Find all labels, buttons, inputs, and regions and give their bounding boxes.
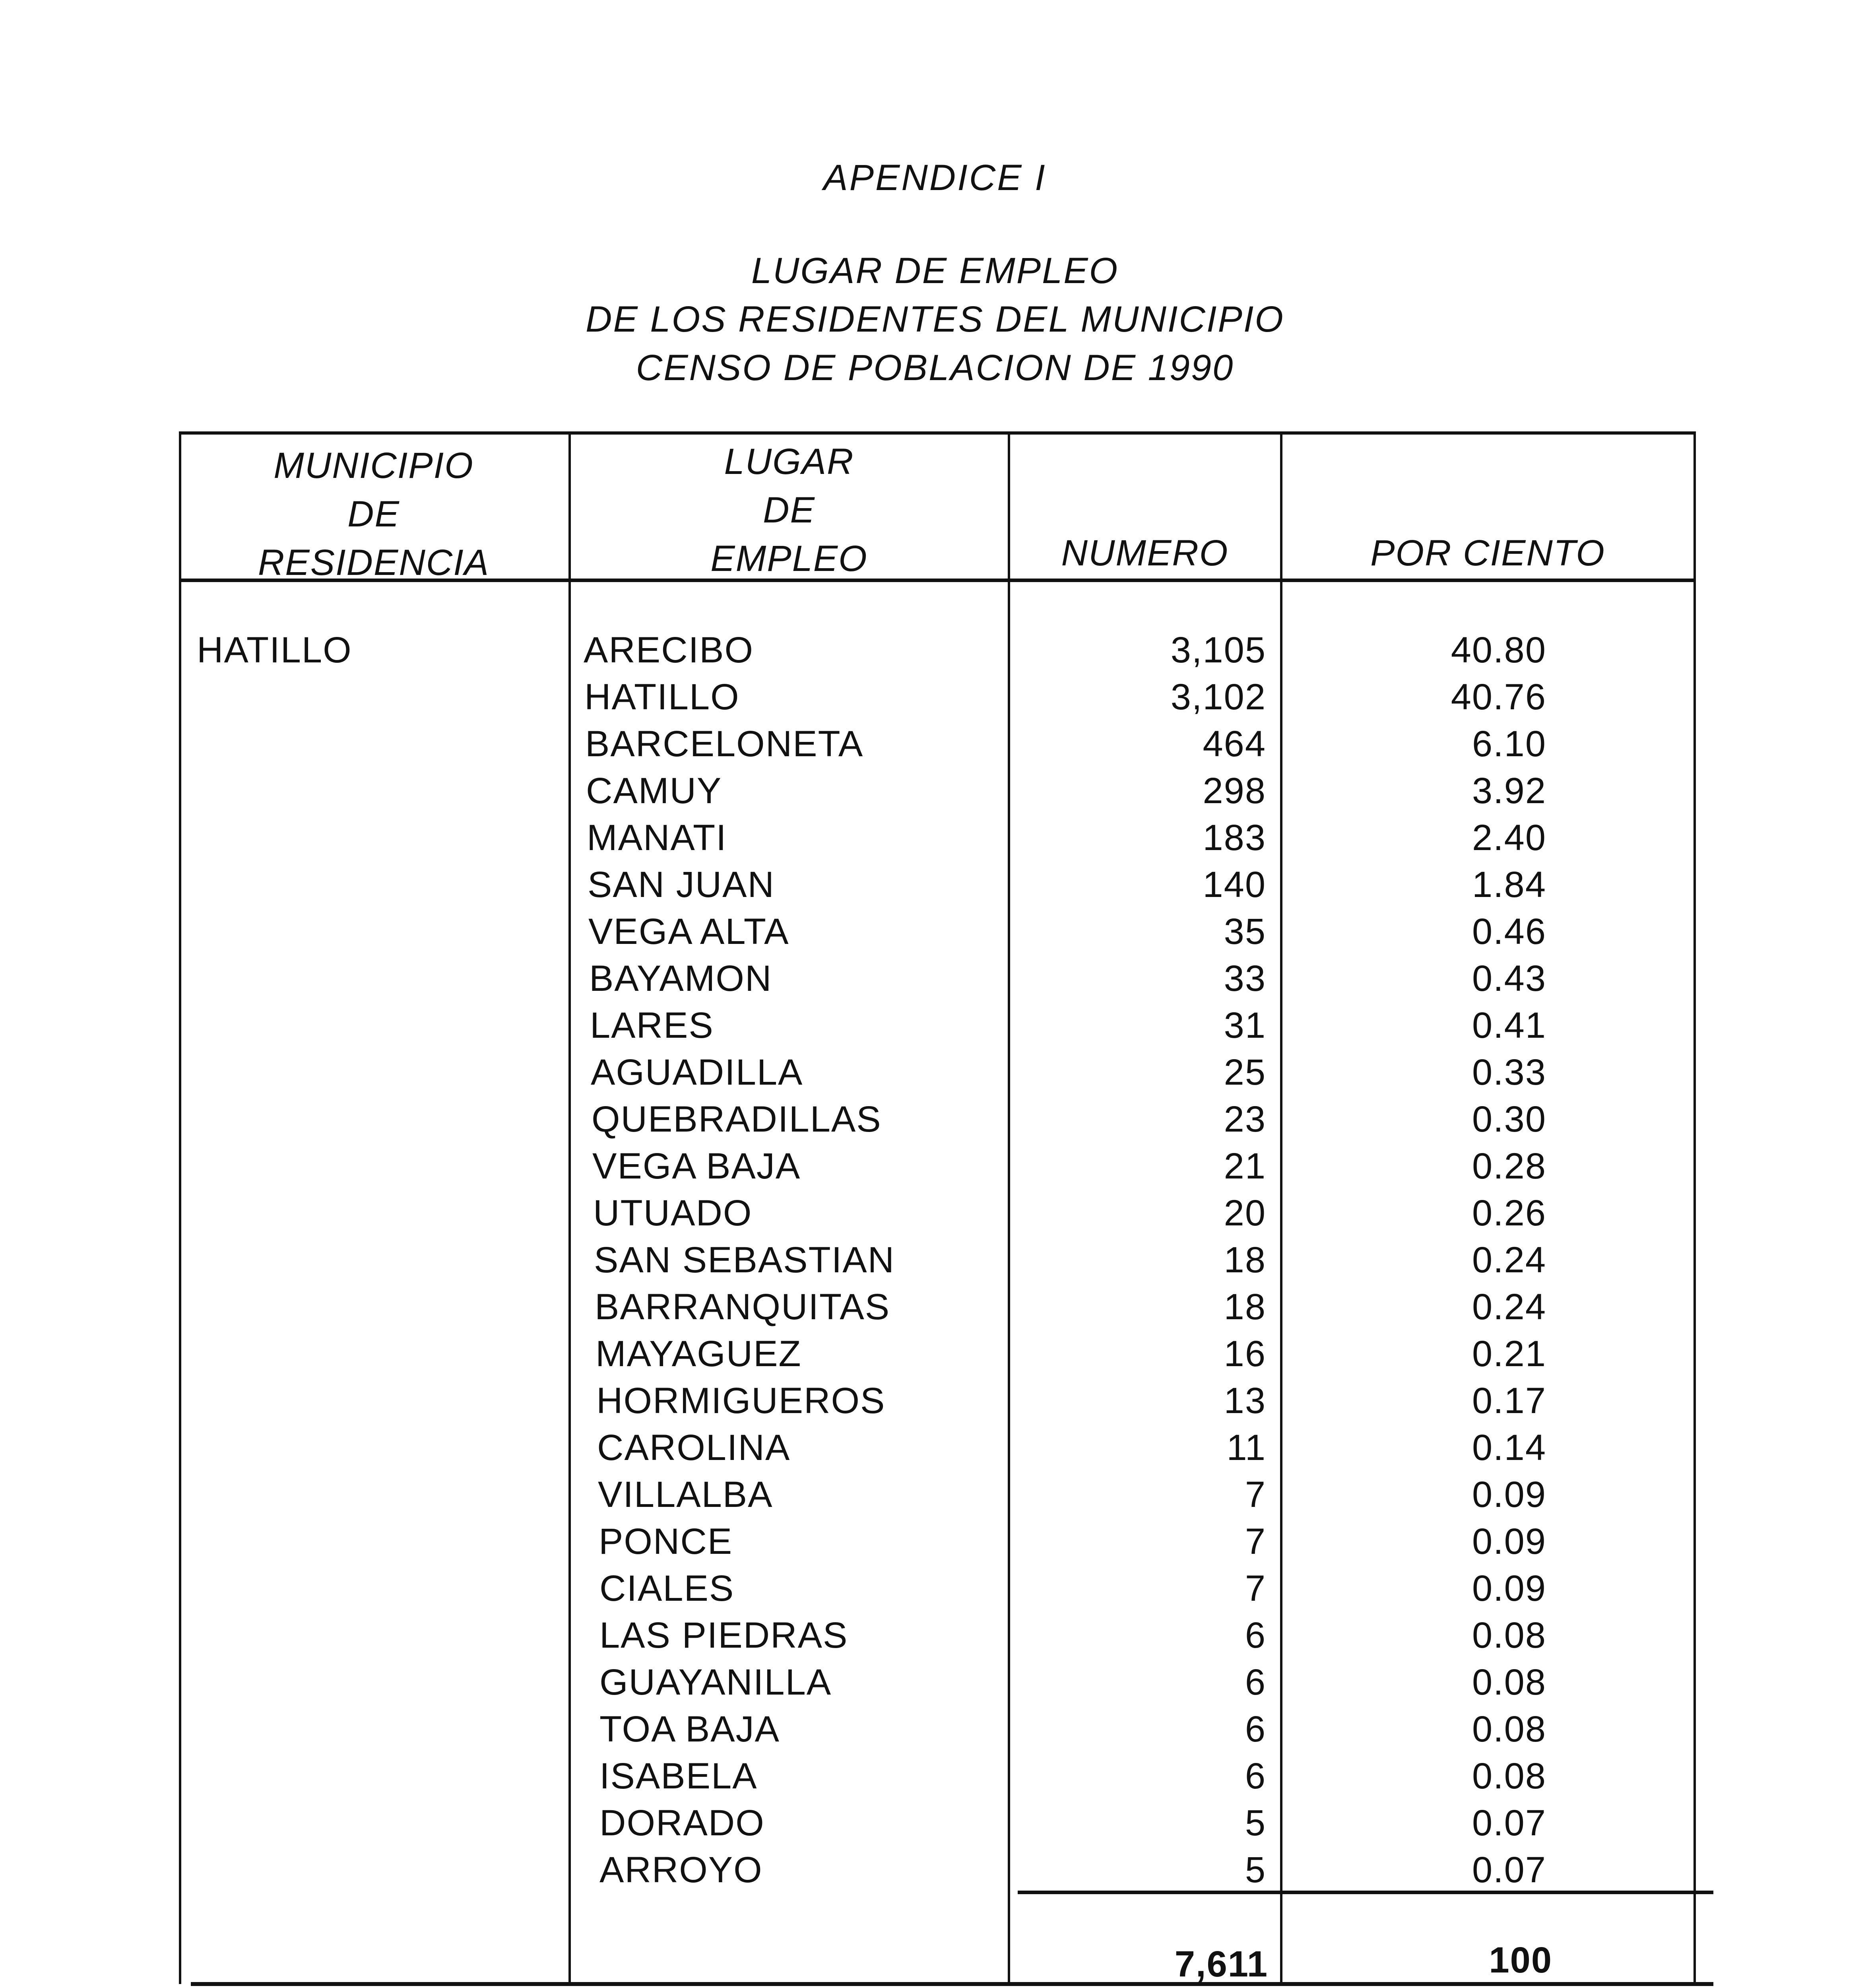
row-lugar: CIALES: [599, 1568, 735, 1609]
row-por-ciento: 0.08: [1472, 1615, 1546, 1656]
title-line: LUGAR DE EMPLEO: [751, 250, 1119, 291]
row-por-ciento: 40.76: [1451, 677, 1546, 717]
row-por-ciento: 0.09: [1472, 1521, 1546, 1562]
row-lugar: ARECIBO: [584, 630, 754, 670]
row-lugar: HATILLO: [584, 677, 740, 717]
row-lugar: VEGA BAJA: [592, 1146, 801, 1186]
row-numero: 33: [1224, 958, 1266, 999]
row-lugar: UTUADO: [593, 1193, 753, 1233]
row-por-ciento: 0.28: [1472, 1146, 1546, 1186]
row-por-ciento: 0.24: [1472, 1287, 1546, 1327]
row-lugar: LAS PIEDRAS: [599, 1615, 848, 1656]
row-por-ciento: 0.17: [1472, 1380, 1546, 1421]
row-numero: 7: [1245, 1521, 1266, 1562]
row-numero: 18: [1224, 1287, 1266, 1327]
row-lugar: VILLALBA: [598, 1474, 773, 1515]
header-line: EMPLEO: [710, 538, 868, 579]
row-lugar: GUAYANILLA: [599, 1662, 832, 1703]
row-lugar: TOA BAJA: [599, 1709, 780, 1749]
header-line: RESIDENCIA: [258, 542, 490, 583]
title-line: CENSO DE POBLACION DE 1990: [636, 348, 1234, 388]
row-por-ciento: 3.92: [1472, 771, 1546, 811]
row-numero: 6: [1245, 1709, 1266, 1749]
row-por-ciento: 0.33: [1472, 1052, 1546, 1093]
column-separator: [1280, 435, 1282, 1984]
row-numero: 7: [1245, 1474, 1266, 1515]
header-lugar: [572, 437, 1006, 583]
row-numero: 5: [1245, 1803, 1266, 1843]
row-por-ciento: 0.41: [1472, 1005, 1546, 1046]
row-lugar: MANATI: [587, 817, 727, 858]
header-line: DE: [763, 490, 815, 530]
row-lugar: ISABELA: [599, 1756, 758, 1796]
row-por-ciento: 0.09: [1472, 1474, 1546, 1515]
row-por-ciento: 0.46: [1472, 911, 1546, 952]
header-numero: NUMERO: [1061, 533, 1229, 573]
row-numero: 20: [1224, 1193, 1266, 1233]
row-numero: 16: [1224, 1334, 1266, 1374]
row-lugar: BARRANQUITAS: [595, 1287, 890, 1327]
appendix-label: APENDICE I: [823, 157, 1047, 198]
column-separator: [1008, 435, 1010, 1984]
row-lugar: CAMUY: [586, 771, 722, 811]
row-por-ciento: 2.40: [1472, 817, 1546, 858]
row-numero: 464: [1203, 724, 1266, 764]
row-lugar: VEGA ALTA: [588, 911, 790, 952]
row-lugar: SAN JUAN: [588, 864, 775, 905]
row-numero: 6: [1245, 1662, 1266, 1703]
row-numero: 31: [1224, 1005, 1266, 1046]
row-lugar: CAROLINA: [597, 1427, 791, 1468]
row-por-ciento: 0.07: [1472, 1803, 1546, 1843]
row-numero: 23: [1224, 1099, 1266, 1140]
row-por-ciento: 1.84: [1472, 864, 1546, 905]
row-por-ciento: 0.24: [1472, 1240, 1546, 1280]
row-numero: 21: [1224, 1146, 1266, 1186]
row-numero: 25: [1224, 1052, 1266, 1093]
row-lugar: MAYAGUEZ: [596, 1334, 802, 1374]
title-line: DE LOS RESIDENTES DEL MUNICIPIO: [586, 299, 1284, 340]
header-line: LUGAR: [724, 441, 854, 482]
row-por-ciento: 0.21: [1472, 1334, 1546, 1374]
row-lugar: AGUADILLA: [591, 1052, 803, 1093]
row-por-ciento: 0.14: [1472, 1427, 1546, 1468]
row-numero: 5: [1245, 1850, 1266, 1890]
row-numero: 11: [1226, 1427, 1266, 1468]
row-numero: 3,102: [1170, 677, 1266, 717]
row-numero: 7: [1245, 1568, 1266, 1609]
column-separator: [568, 435, 571, 1984]
row-por-ciento: 0.07: [1472, 1850, 1546, 1890]
row-lugar: PONCE: [599, 1521, 733, 1562]
total-numero: 7,611: [1174, 1944, 1268, 1984]
row-numero: 18: [1224, 1240, 1266, 1280]
row-numero: 298: [1203, 771, 1266, 811]
header-por-ciento: POR CIENTO: [1370, 533, 1605, 573]
row-por-ciento: 0.08: [1472, 1662, 1546, 1703]
row-lugar: QUEBRADILLAS: [592, 1099, 882, 1140]
table-right-border: [1693, 431, 1696, 1984]
row-por-ciento: 0.26: [1472, 1193, 1546, 1233]
header-line: DE: [347, 494, 400, 534]
document-title: [0, 247, 1870, 392]
total-por-ciento: 100: [1489, 1940, 1552, 1980]
header-municipio: [183, 441, 564, 587]
row-numero: 35: [1224, 911, 1266, 952]
table-left-border: [179, 431, 181, 1984]
residence-municipio: HATILLO: [197, 630, 352, 670]
row-por-ciento: 0.30: [1472, 1099, 1546, 1140]
row-por-ciento: 40.80: [1451, 630, 1546, 670]
row-lugar: DORADO: [599, 1803, 765, 1843]
header-line: MUNICIPIO: [274, 445, 474, 486]
row-por-ciento: 0.08: [1472, 1709, 1546, 1749]
row-lugar: BARCELONETA: [585, 724, 864, 764]
row-numero: 3,105: [1170, 630, 1266, 670]
row-por-ciento: 0.09: [1472, 1568, 1546, 1609]
row-lugar: HORMIGUEROS: [596, 1380, 886, 1421]
row-lugar: LARES: [590, 1005, 714, 1046]
row-numero: 6: [1245, 1615, 1266, 1656]
row-lugar: SAN SEBASTIAN: [594, 1240, 895, 1280]
row-por-ciento: 0.43: [1472, 958, 1546, 999]
row-lugar: ARROYO: [599, 1850, 763, 1890]
table-top-border: [179, 431, 1695, 435]
row-lugar: BAYAMON: [589, 958, 772, 999]
row-numero: 140: [1203, 864, 1266, 905]
row-por-ciento: 0.08: [1472, 1756, 1546, 1796]
row-por-ciento: 6.10: [1472, 724, 1546, 764]
row-numero: 183: [1203, 817, 1266, 858]
row-numero: 13: [1224, 1380, 1266, 1421]
row-numero: 6: [1245, 1756, 1266, 1796]
